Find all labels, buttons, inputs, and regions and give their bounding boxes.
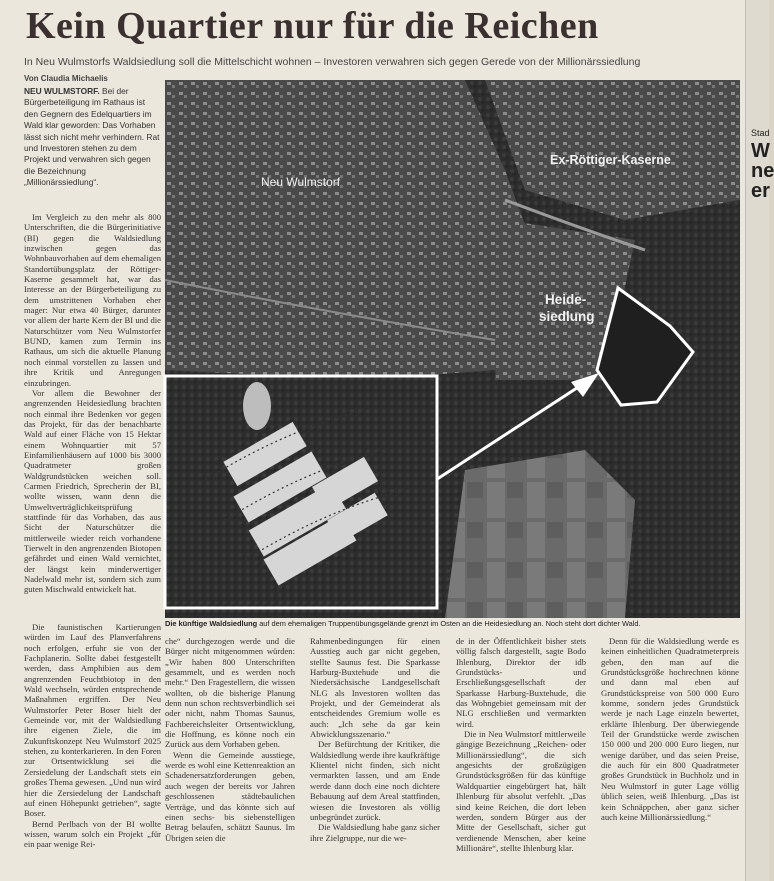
body-paragraph: che“ durchgezogen werde und die Bürger nicht mitgenommen würden: „Wir haben 800 Unterschriften gesammelt, und es werden noch mehr.“ Den Fragestellern, die wissen wollten, ob die bisherige Planung denn nun schon rechtsverbindlich sei oder nicht, nahm Thomas Saunus, Fachbereichsleiter Ortsentwicklung, die Hoffnung, es könne noch ein Zurück aus dem Vorhaben geben.	[165, 636, 295, 750]
body-paragraph: Die Waldsiedlung habe ganz sicher ihre Zielgruppe, nur die we-	[310, 822, 440, 843]
headline: Kein Quartier nur für die Reichen	[26, 5, 599, 47]
caption-text: auf dem ehemaligen Truppenübungsgelände grenzt im Osten an die Heidesiedlung an. Noch steht dort dichter Wald.	[259, 619, 641, 628]
photo-label-neu-wulmstorf: Neu Wulmstorf	[261, 175, 341, 189]
edge-text: W	[751, 140, 770, 162]
author-byline: Von Claudia Michaelis	[24, 74, 108, 83]
caption-bold: Die künftige Waldsiedlung	[165, 619, 258, 628]
aerial-photo-graphic	[165, 80, 740, 618]
aerial-photo	[165, 80, 740, 618]
edge-text: Stad	[751, 128, 770, 138]
edge-text: ne	[751, 160, 774, 182]
subheadline: In Neu Wulmstorfs Waldsiedlung soll die Mittelschicht wohnen – Investoren verwahren sich gegen Gerede von der Millionärssiedlung	[24, 56, 641, 68]
dateline: NEU WULMSTORF.	[24, 86, 100, 96]
body-paragraph: de in der Öffentlichkeit bisher stets völlig falsch dargestellt, sagte Bodo Ihlenburg, Direktor der idb Grundstücks- und Erschließungsgesellschaft der Sparkasse Harburg-Buxtehude, die das Wohngebiet gemeinsam mit der NLG erschließen und vermarkten wird.	[456, 636, 586, 729]
body-paragraph: Denn für die Waldsiedlung werde es keinen einheitlichen Quadratmeterpreis geben, den man auf die Grundstücksgröße hochrechnen könne und dann mal eben auf Grundstückspreise von 500 000 Euro komme, sondern jedes Grundstück werde je nach Lage einzeln bewertet, erklärte Ihlenburg. Der überwiegende Teil der Grundstücke werde zwischen 150 000 und 200 000 Euro liegen, nur wenige darüber, und das seien Preise, die auch für ein 800 Quadratmeter großes Grundstück in Buchholz und in Neu Wulmstorf in guter Lage völlig üblich seien, weiß Ihlenburg. „Das ist kein Schnäppchen, aber ganz sicher auch keine Millionärssiedlung.“	[601, 636, 739, 822]
photo-label-heide: Heide-	[545, 292, 587, 307]
photo-label-kaserne: Ex-Röttiger-Kaserne	[550, 153, 671, 167]
body-paragraph: Die faunistischen Kartierungen würden im Lauf des Planverfahrens noch erfolgen, erfuhr sie von der Fachplanerin. Sollte dabei festgestellt werden, dass Amphibien aus dem angrenzenden Feuchtbiotop in den Wald wechseln, würden entsprechende Maßnahmen ergriffen. Der Neu Wulmstorfer Peter Boser hielt der Gemeinde vor, mit der Waldsiedlung ihre eigenen Ziele, die im Zukunftskonzept Neu Wulmstorf 2025 stehen, zu konterkarieren. In den Foren zur Ortsentwicklung sei die Zersiedelung der Landschaft stets ein großes Thema gewesen. „Und nun wird hier die Zersiedelung der Landschaft auf einen Höhepunkt getrieben“, sagte Boser.	[24, 622, 161, 819]
adjacent-article-edge	[745, 0, 774, 881]
body-column-5	[601, 636, 739, 881]
body-paragraph: Im Vergleich zu den mehr als 800 Unterschriften, die die Bürgerinitiative (BI) gegen die Waldsiedlung inzwischen gegen das Wohnbauvorhaben auf dem ehemaligen Standortübungsplatz der Röttiger-Kaserne gesammelt hat, war das Interesse an der Bürgerbeteiligung zu dem umstrittenen Vorhaben eher mager: Nur etwa 40 Bürger, darunter vor allem der harte Kern der BI und die Naturschützer vom Neu Wulmstorfer BUND, kamen zum Termin ins Rathaus, um sich die aktuelle Planung noch einmal vorstellen zu lassen und ihre Kritik und Anregungen einzubringen.	[24, 212, 161, 388]
body-paragraph: Der Befürchtung der Kritiker, die Waldsiedlung werde ihre kaufkräftige Klientel nicht finden, sich nicht vermarkten lassen, und am Ende werde dann doch eine noch dichtere Bebauung auf dem Areal stattfinden, wiesen die Investoren als völlig unbegründet zurück.	[310, 739, 440, 822]
edge-text: er	[751, 180, 770, 202]
body-column-1-bottom	[24, 622, 161, 881]
body-column-3	[310, 636, 440, 881]
photo-caption	[165, 619, 740, 628]
lead-text: Bei der Bürgerbeteiligung im Rathaus ist den Gegnern des Edelquartiers im Wald klar geworden: Das Vorhaben lässt sich nicht mehr verhindern. Rat und Investoren stehen zu dem Projekt und verwahren sich gegen die Bezeichnung „Millionärssiedlung“.	[24, 86, 160, 188]
body-paragraph: Wenn die Gemeinde ausstiege, werde es wohl eine Kettenreaktion an Schadenersatzforderungen geben, auch wegen der bereits vor Jahren geschlossenen städtebaulichen Verträge, und das könnte sich auf einen sechs- bis siebenstelligen Betrag belaufen, schätzt Saunus. Im Übrigen seien die	[165, 749, 295, 843]
body-paragraph: Die in Neu Wulmstorf mittlerweile gängige Bezeichnung „Reichen- oder Millionärssiedlung“, die sich angesichts der großzügigen Grundstücksgrößen für das künftige Waldquartier eingebürgert hat, hält Ihlenburg für absolut verfehlt. „Das sind keine Reichen, die dort leben werden, sondern Bürger aus der Mitte der Gesellschaft, sicher gut verdienende Menschen, aber keine Millionäre“, stellte Ihlenburg klar.	[456, 729, 586, 853]
body-paragraph: Vor allem die Bewohner der angrenzenden Heidesiedlung brachten noch einmal ihre Bedenken vor gegen das Projekt, für das der benachbarte Wald auf einer Fläche von 15 Hektar einem Wohnquartier mit 57 Einfamilienhäusern auf 1000 bis 3000 Quadratmeter großen Waldgrundstücken weichen soll. Carmen Friedrich, Sprecherin der BI, wollte wissen, wann denn die Umweltverträglichkeitsprüfung stattfinde für das Vorhaben, das aus Sicht der Naturschützer die mittlerweile wieder reich vorhandene Tierwelt in den angrenzenden Biotopen gefährdet und einen Wald vernichtet, der längst kein minderwertiger Nadelwald mehr ist, sondern sich zum guten Mischwald entwickelt hat.	[24, 387, 161, 595]
photo-label-siedlung: siedlung	[539, 309, 595, 324]
body-column-1	[24, 212, 161, 617]
body-paragraph: Rahmenbedingungen für einen Ausstieg auch gar nicht gegeben, stellte Saunus fest. Die Sparkasse Harburg-Buxtehude und die Niedersächsische Landgesellschaft NLG als Investoren wollten das Projekt, und der Gemeinderat als entscheidendes Gremium wolle es auch: „Ich sehe da gar kein Abwicklungsszenario.“	[310, 636, 440, 740]
lead-paragraph	[24, 86, 160, 189]
body-paragraph: Bernd Perlbach von der BI wollte wissen, warum solch ein Projekt „für ein paar wenige Rei-	[24, 818, 161, 850]
body-column-2	[165, 636, 295, 881]
body-column-4	[456, 636, 586, 881]
